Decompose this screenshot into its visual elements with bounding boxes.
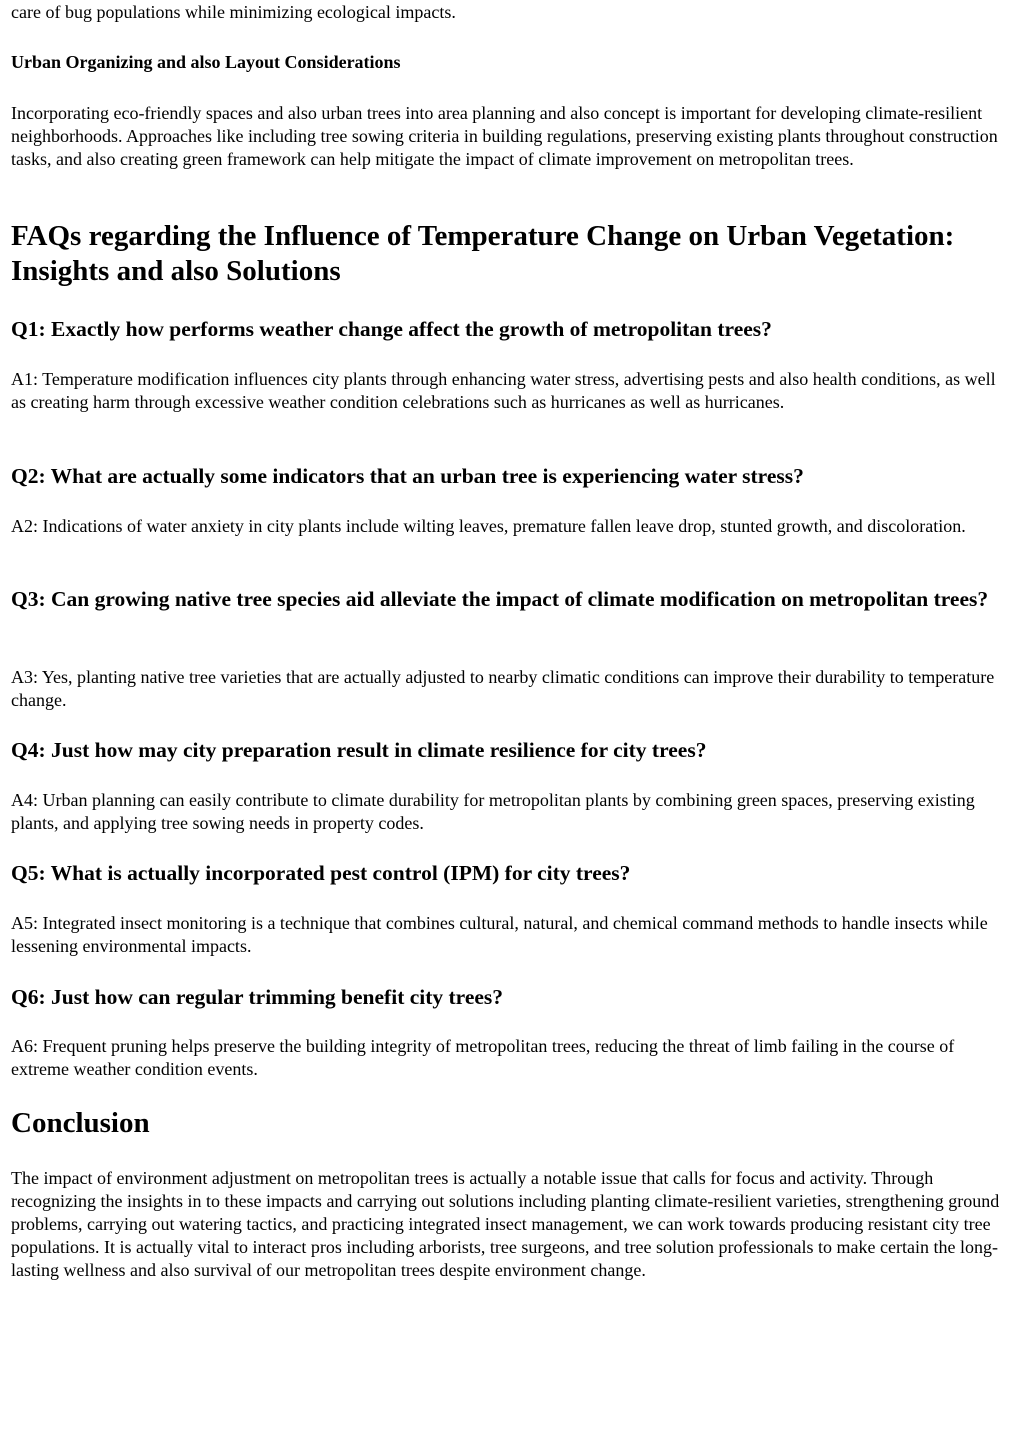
urban-planning-heading: Urban Organizing and also Layout Considerations — [11, 52, 401, 72]
faq-question-3: Q3: Can growing native tree species aid alleviate the impact of climate modification on metropolitan trees? — [11, 587, 989, 611]
faq-question-2: Q2: What are actually some indicators that an urban tree is experiencing water stress? — [11, 464, 804, 488]
faq-answer-5: A5: Integrated insect monitoring is a technique that combines cultural, natural, and chemical command methods to handle insects while lessening environmental impacts. — [11, 913, 988, 956]
faq-answer-1: A1: Temperature modification influences city plants through enhancing water stress, advertising pests and also health conditions, as well as creating harm through excessive weather condition celebrations such as hurricanes as well as hurricanes. — [11, 369, 996, 412]
urban-planning-body: Incorporating eco-friendly spaces and also urban trees into area planning and also concept is important for developing climate-resilient neighborhoods. Approaches like including tree sowing criteria in building regulations, preserving existing plants throughout construction tasks, and also creating green framework can help mitigate the impact of climate improvement on metropolitan trees. — [11, 103, 998, 169]
faq-answer-4: A4: Urban planning can easily contribute to climate durability for metropolitan plants by combining green spaces, preserving existing plants, and applying tree sowing needs in property codes. — [11, 790, 975, 833]
conclusion-body: The impact of environment adjustment on metropolitan trees is actually a notable issue that calls for focus and activity. Through recognizing the insights in to these impacts and carrying out solutions including planting climate-resilient varieties, strengthening ground problems, carrying out watering tactics, and practicing integrated insect management, we can work towards producing resistant city tree populations. It is actually vital to interact pros including arborists, tree surgeons, and tree solution professionals to make certain the long-lasting wellness and also survival of our metropolitan trees despite environment change. — [11, 1168, 1000, 1280]
faq-answer-2: A2: Indications of water anxiety in city plants include wilting leaves, premature fallen leave drop, stunted growth, and discoloration. — [11, 516, 966, 536]
faq-question-6: Q6: Just how can regular trimming benefit city trees? — [11, 985, 504, 1009]
conclusion-heading: Conclusion — [11, 1107, 150, 1139]
faq-answer-6: A6: Frequent pruning helps preserve the building integrity of metropolitan trees, reducing the threat of limb failing in the course of extreme weather condition events. — [11, 1036, 955, 1079]
faqs-heading: FAQs regarding the Influence of Temperature Change on Urban Vegetation: Insights and also Solutions — [11, 220, 955, 287]
faq-answer-3: A3: Yes, planting native tree varieties that are actually adjusted to nearby climatic conditions can improve their durability to temperature change. — [11, 667, 995, 710]
faq-question-5: Q5: What is actually incorporated pest control (IPM) for city trees? — [11, 861, 631, 885]
faq-question-1: Q1: Exactly how performs weather change affect the growth of metropolitan trees? — [11, 317, 772, 341]
faq-question-4: Q4: Just how may city preparation result in climate resilience for city trees? — [11, 738, 707, 762]
intro-fragment: care of bug populations while minimizing ecological impacts. — [11, 2, 456, 22]
